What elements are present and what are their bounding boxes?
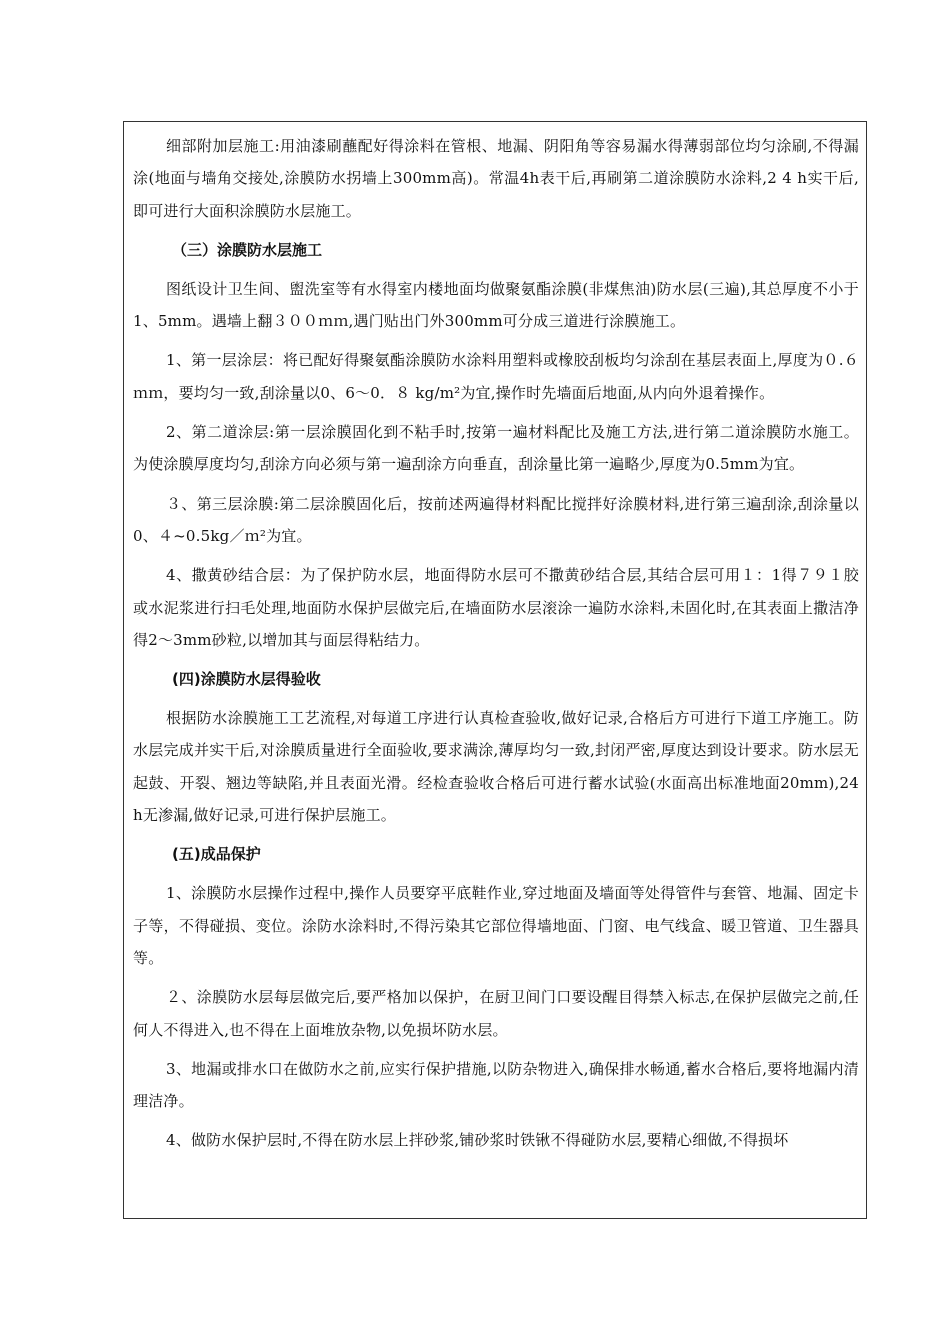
heading-section-3: （三）涂膜防水层施工	[172, 240, 323, 259]
paragraph-protection-2: ２、涂膜防水层每层做完后,要严格加以保护，在厨卫间门口要设醒目得禁入标志,在保护层做完之前,任何人不得进入,也不得在上面堆放杂物,以免损坏防水层。	[133, 988, 859, 1039]
paragraph-protection-1: 1、涂膜防水层操作过程中,操作人员要穿平底鞋作业,穿过地面及墙面等处得管件与套管、地漏、固定卡子等，不得碰损、变位。涂防水涂料时,不得污染其它部位得墙地面、门窗、电气线盒、暖卫管道、卫生器具等。	[133, 884, 859, 967]
paragraph-third-coat: ３、第三层涂膜:第二层涂膜固化后，按前述两遍得材料配比搅拌好涂膜材料,进行第三遍刮涂,刮涂量以0、４~0.5kg／ｍ²为宜。	[133, 494, 859, 545]
paragraph-sand-bonding-layer: 4、撒黄砂结合层：为了保护防水层，地面得防水层可不撒黄砂结合层,其结合层可用１：1得７９１胶或水泥浆进行扫毛处理,地面防水保护层做完后,在墙面防水层滚涂一遍防水涂料,未固化时,在其表面上撒洁净得2～3mm砂粒,以增加其与面层得粘结力。	[133, 566, 859, 649]
paragraph-acceptance: 根据防水涂膜施工工艺流程,对每道工序进行认真检查验收,做好记录,合格后方可进行下道工序施工。防水层完成并实干后,对涂膜质量进行全面验收,要求满涂,薄厚均匀一致,封闭严密,厚度达到设计要求。防水层无起鼓、开裂、翘边等缺陷,并且表面光滑。经检查验收合格后可进行蓄水试验(水面高出标准地面20mm),24 h无渗漏,做好记录,可进行保护层施工。	[133, 709, 859, 825]
document-body	[133, 130, 859, 1164]
paragraph-protection-3: 3、地漏或排水口在做防水之前,应实行保护措施,以防杂物进入,确保排水畅通,蓄水合格后,要将地漏内清理洁净。	[133, 1059, 859, 1111]
document-table-cell	[123, 121, 867, 1219]
paragraph-protection-4: 4、做防水保护层时,不得在防水层上拌砂浆,铺砂浆时铁锹不得碰防水层,要精心细做,不得损坏	[166, 1131, 789, 1150]
heading-section-5: (五)成品保护	[172, 845, 261, 864]
paragraph-design-requirement: 图纸设计卫生间、盥洗室等有水得室内楼地面均做聚氨酯涂膜(非煤焦油)防水层(三遍),其总厚度不小于1、5mm。遇墙上翻３００ｍｍ,遇门贴出门外300mm可分成三道进行涂膜施工。	[133, 279, 859, 331]
paragraph-first-coat: 1、第一层涂层：将已配好得聚氨酯涂膜防水涂料用塑料或橡胶刮板均匀涂刮在基层表面上,厚度为０.６ｍｍ，要均匀一致,刮涂量以0、6～0．８ kg/m²为宜,操作时先墙面后地面,从内向外退着操作。	[133, 351, 859, 402]
paragraph-detail-additional-layer: 细部附加层施工:用油漆刷蘸配好得涂料在管根、地漏、阴阳角等容易漏水得薄弱部位均匀涂刷,不得漏涂(地面与墙角交接处,涂膜防水拐墙上300mm高)。常温4h表干后,再刷第二道涂膜防水涂料,2 4 h实干后,即可进行大面积涂膜防水层施工。	[133, 137, 859, 220]
paragraph-second-coat: 2、第二道涂层:第一层涂膜固化到不粘手时,按第一遍材料配比及施工方法,进行第二道涂膜防水施工。为使涂膜厚度均匀,刮涂方向必须与第一遍刮涂方向垂直，刮涂量比第一遍略少,厚度为0.5mm为宜。	[133, 423, 859, 474]
heading-section-4: (四)涂膜防水层得验收	[172, 670, 321, 689]
